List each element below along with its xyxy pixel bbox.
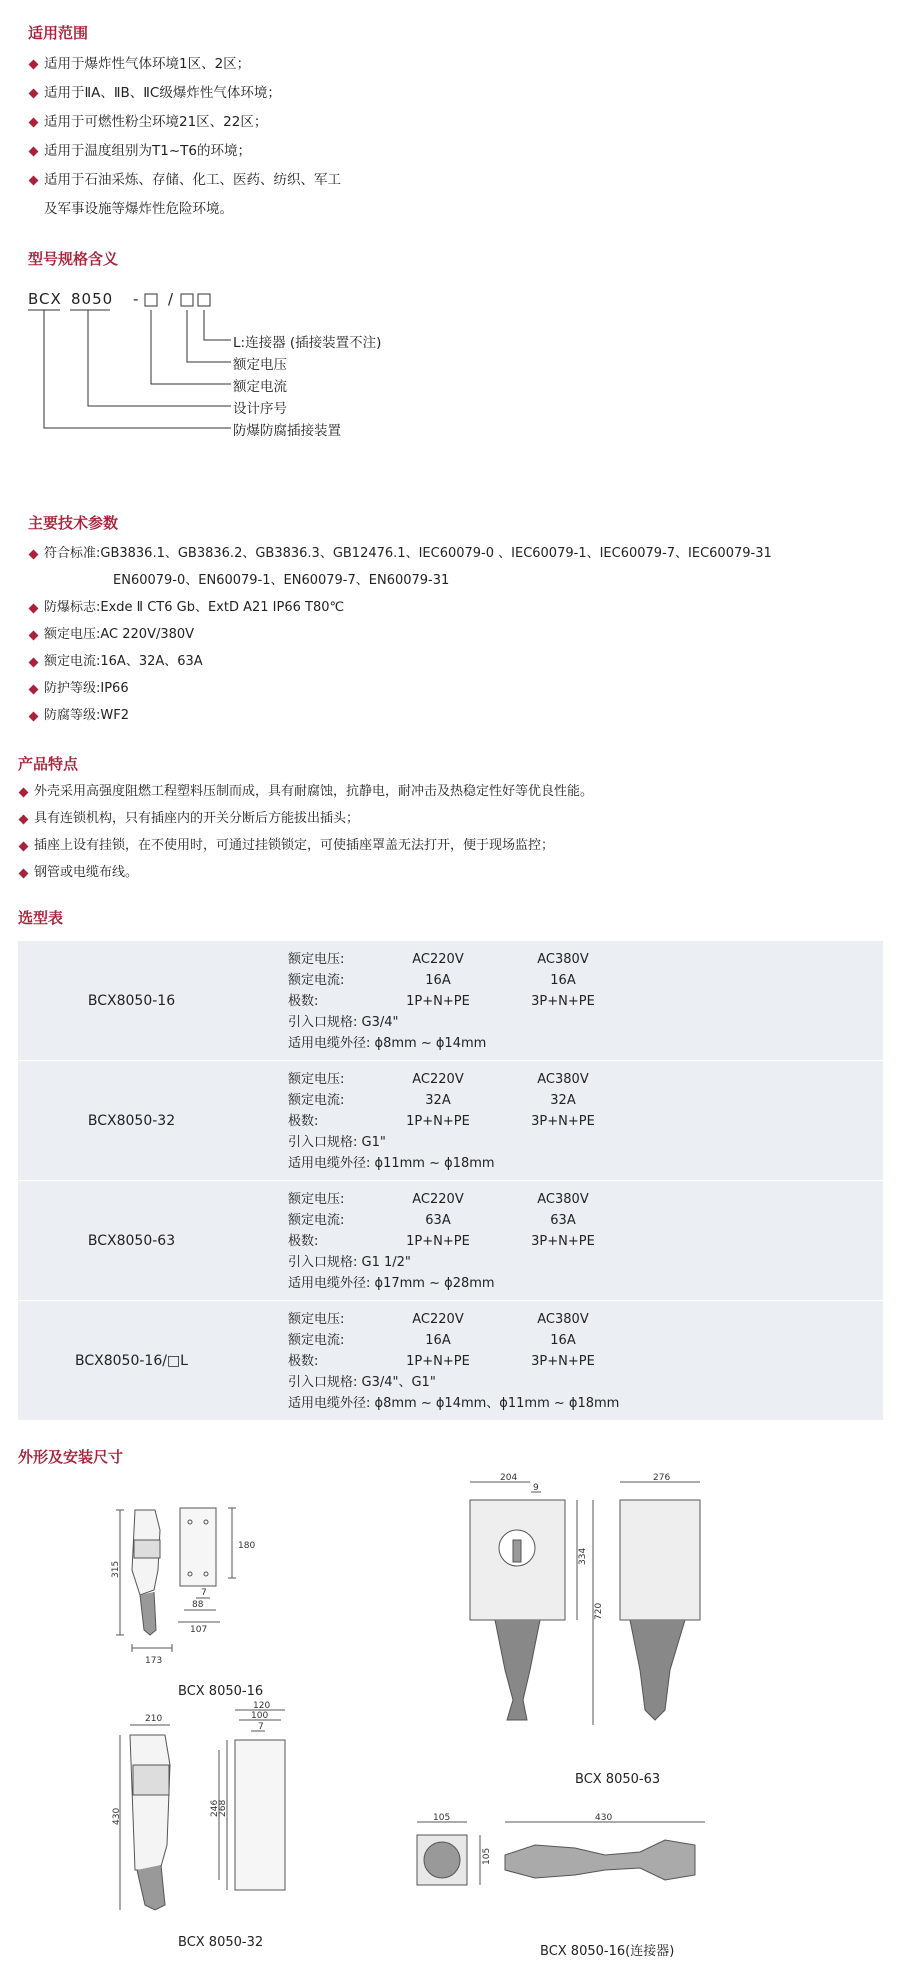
- list-item: 适用于ⅡA、ⅡB、ⅡC级爆炸性气体环境；: [28, 79, 341, 108]
- dim-label: 430: [595, 1813, 613, 1823]
- dim-label: 204: [500, 1473, 518, 1483]
- model-meaning-title: 型号规格含义: [28, 250, 119, 268]
- list-item: 额定电压:AC 220V/380V: [28, 621, 772, 648]
- model-cell: BCX8050-16: [18, 941, 245, 1061]
- caption-bcx8050-16-connector: BCX 8050-16(连接器): [540, 1944, 675, 1959]
- table-row: [18, 941, 883, 1061]
- tech-params-list: [28, 540, 772, 729]
- selection-table: [18, 940, 883, 1420]
- spec-cell: 额定电压: AC220V AC380V 额定电流: 16A 16A 极数: 1P+N+PE 3P+N+PE 引入口规格: G3/4" 适用电缆外径: ϕ8mm ~ ϕ14mm: [245, 941, 883, 1061]
- dim-label: 268: [218, 1799, 228, 1817]
- drawing-bcx8050-32: [112, 1701, 315, 1925]
- dim-label: 315: [111, 1560, 121, 1578]
- drawing-bcx8050-63: [455, 1470, 745, 1770]
- list-item-continuation: 及军事设施等爆炸性危险环境。: [44, 201, 233, 217]
- list-item: 适用于温度组别为T1~T6的环境；: [28, 137, 341, 166]
- list-item: 防护等级:IP66: [28, 675, 772, 702]
- dim-label: 210: [145, 1714, 163, 1724]
- model-code-slash: /: [168, 290, 175, 308]
- dim-label: 173: [145, 1656, 163, 1666]
- model-code-dash: -: [133, 290, 140, 308]
- dim-label: 276: [653, 1473, 671, 1483]
- dim-label: 7: [258, 1722, 264, 1732]
- model-cell: BCX8050-32: [18, 1061, 245, 1181]
- spec-cell: 额定电压: AC220V AC380V 额定电流: 63A 63A 极数: 1P+N+PE 3P+N+PE 引入口规格: G1 1/2" 适用电缆外径: ϕ17mm ~ ϕ28mm: [245, 1181, 883, 1301]
- dim-label: 105: [433, 1813, 451, 1823]
- dim-label: 246: [210, 1799, 220, 1817]
- dim-label: 105: [482, 1847, 492, 1865]
- list-item: 符合标准:GB3836.1、GB3836.2、GB3836.3、GB12476.1、IEC60079-0 、IEC60079-1、IEC60079-7、IEC60079-31 EN60079-0、EN60079-1、EN60079-7、EN60079-31: [28, 540, 772, 594]
- model-label-device: 防爆防腐插接装置: [233, 423, 341, 439]
- list-item: 适用于石油采炼、存储、化工、医药、纺织、军工 及军事设施等爆炸性危险环境。: [28, 166, 341, 224]
- list-item: 防腐等级:WF2: [28, 702, 772, 729]
- dim-label: 100: [251, 1711, 269, 1721]
- model-code-diagram: [28, 290, 448, 460]
- model-label-design-no: 设计序号: [233, 401, 287, 417]
- tech-params-title: 主要技术参数: [28, 514, 119, 532]
- scope-title: 适用范围: [28, 24, 89, 42]
- dim-label: 9: [533, 1483, 539, 1493]
- table-row: [18, 1181, 883, 1301]
- model-cell: BCX8050-63: [18, 1181, 245, 1301]
- caption-bcx8050-63: BCX 8050-63: [575, 1772, 661, 1787]
- model-label-current: 额定电流: [233, 379, 287, 395]
- list-item: 具有连锁机构，只有插座内的开关分断后方能拔出插头；: [18, 805, 593, 832]
- caption-bcx8050-32: BCX 8050-32: [178, 1935, 264, 1950]
- list-item: 防爆标志:Exde Ⅱ CT6 Gb、ExtD A21 IP66 T80℃: [28, 594, 772, 621]
- drawing-bcx8050-16-connector: [405, 1810, 755, 1940]
- dimensions-title: 外形及安装尺寸: [18, 1448, 124, 1466]
- list-item: 外壳采用高强度阻燃工程塑料压制而成，具有耐腐蚀，抗静电，耐冲击及热稳定性好等优良性能。: [18, 778, 593, 805]
- spec-cell: 额定电压: AC220V AC380V 额定电流: 16A 16A 极数: 1P+N+PE 3P+N+PE 引入口规格: G3/4"、G1" 适用电缆外径: ϕ8mm ~ ϕ14mm、ϕ11mm ~ ϕ18mm: [245, 1301, 883, 1421]
- list-item: 钢管或电缆布线。: [18, 859, 593, 886]
- features-list: [18, 778, 593, 886]
- dim-label: 7: [201, 1588, 207, 1598]
- model-code-number: 8050: [71, 290, 114, 308]
- model-cell: BCX8050-16/□L: [18, 1301, 245, 1421]
- dim-label: 107: [190, 1625, 208, 1635]
- caption-bcx8050-16: BCX 8050-16: [178, 1684, 264, 1699]
- model-label-voltage: 额定电压: [233, 357, 287, 373]
- table-row: [18, 1301, 883, 1421]
- table-row: [18, 1061, 883, 1181]
- drawing-bcx8050-16: [110, 1500, 310, 1670]
- spec-cell: 额定电压: AC220V AC380V 额定电流: 32A 32A 极数: 1P+N+PE 3P+N+PE 引入口规格: G1" 适用电缆外径: ϕ11mm ~ ϕ18mm: [245, 1061, 883, 1181]
- dim-label: 120: [253, 1701, 271, 1711]
- dim-label: 88: [192, 1600, 204, 1610]
- model-label-connector: L:连接器 (插接装置不注): [233, 335, 382, 351]
- list-item: 适用于可燃性粉尘环境21区、22区；: [28, 108, 341, 137]
- dim-label: 334: [578, 1547, 588, 1565]
- dim-label: 180: [238, 1541, 256, 1551]
- features-title: 产品特点: [18, 755, 79, 773]
- dim-label: 430: [112, 1807, 122, 1825]
- model-code-prefix: BCX: [28, 290, 62, 308]
- dim-label: 720: [594, 1602, 604, 1620]
- list-item: 额定电流:16A、32A、63A: [28, 648, 772, 675]
- selection-title: 选型表: [18, 909, 64, 927]
- list-item: 插座上设有挂锁，在不使用时，可通过挂锁锁定，可使插座罩盖无法打开，便于现场监控；: [18, 832, 593, 859]
- list-item: 适用于爆炸性气体环境1区、2区；: [28, 50, 341, 79]
- list-item-continuation: EN60079-0、EN60079-1、EN60079-7、EN60079-31: [113, 573, 450, 588]
- scope-list: [28, 50, 341, 224]
